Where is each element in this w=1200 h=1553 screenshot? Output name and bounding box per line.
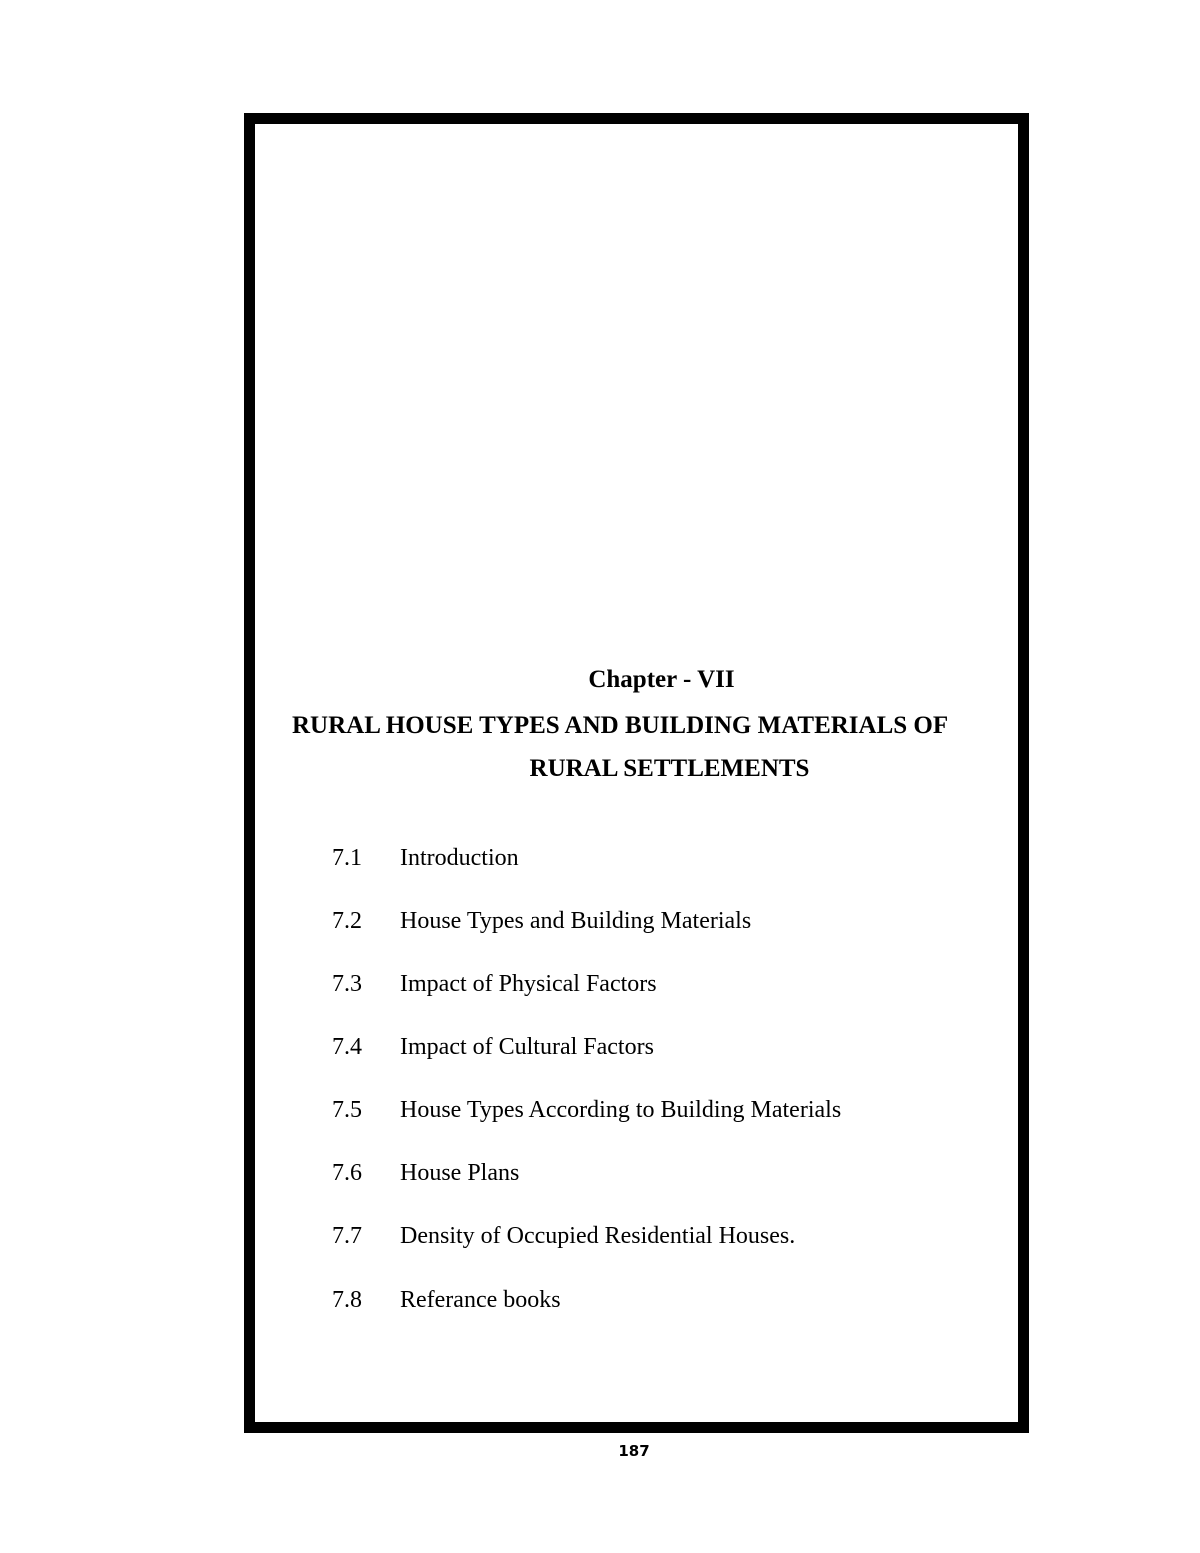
toc-item-number: 7.8 — [332, 1287, 362, 1313]
toc-item-title: Impact of Cultural Factors — [400, 1034, 654, 1060]
toc-item-title: House Plans — [400, 1160, 520, 1186]
chapter-title-line-2: RURAL SETTLEMENTS — [529, 755, 810, 782]
toc-item-number: 7.7 — [332, 1223, 362, 1249]
chapter-title-line-1: RURAL HOUSE TYPES AND BUILDING MATERIALS OF — [292, 712, 949, 739]
toc-item-title: House Types According to Building Materials — [400, 1097, 842, 1123]
toc-item-title: Referance books — [400, 1287, 561, 1313]
chapter-label: Chapter - VII — [588, 666, 735, 693]
toc-item-title: Impact of Physical Factors — [400, 971, 657, 997]
toc-item-number: 7.6 — [332, 1160, 362, 1186]
toc-item-title: Density of Occupied Residential Houses. — [400, 1223, 796, 1249]
toc-item-number: 7.3 — [332, 971, 362, 997]
toc-item-title: House Types and Building Materials — [400, 908, 752, 934]
toc-item-number: 7.4 — [332, 1034, 362, 1060]
toc-item-number: 7.2 — [332, 908, 362, 934]
toc-item-title: Introduction — [400, 845, 519, 871]
toc-item-number: 7.5 — [332, 1097, 362, 1123]
toc-item-number: 7.1 — [332, 845, 362, 871]
page-number: 187 — [618, 1442, 650, 1460]
